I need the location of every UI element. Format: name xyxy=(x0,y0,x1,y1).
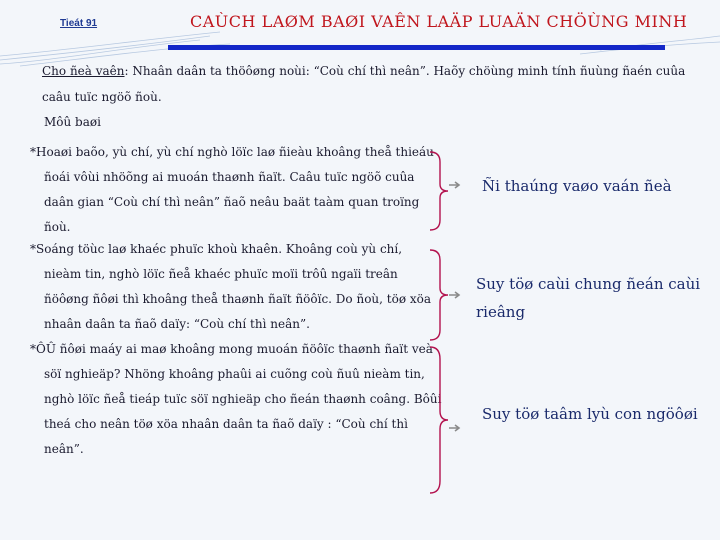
arrow-right-icon xyxy=(449,290,463,300)
opening-paragraph-1: *Hoaøi baõo, yù chí, yù chí nghò löïc laø ñieàu khoâng theå thieáu ñoái vôùi nhöõng ai muoán thaønh ñaït. Caâu tuïc ngöõ cuûa daân gian “Coù chí thì neân” ñaõ neâu baät taàm quan troïng ñoù. xyxy=(30,145,434,234)
opening-paragraph-3: *ÔÛ ñôøi maáy ai maø khoâng mong muoán ñöôïc thaønh ñaït veà söï nghieäp? Nhöng khoâng phaûi ai cuõng coù ñuû nieàm tin, nghò löïc ñeå tieáp tuïc söï nghieäp cho ñeán thaønh coâng. Bôûi theá cho neân töø xöa nhaân daân ta ñaõ daïy : “Coù chí thì neân”. xyxy=(30,342,442,456)
brace-2 xyxy=(428,248,450,342)
arrow-right-icon xyxy=(449,423,463,433)
result-psychology: Suy töø taâm lyù con ngöôøi xyxy=(482,405,698,423)
title-underline-bar xyxy=(168,45,665,50)
page-title: CAÙCH LAØM BAØI VAÊN LAÄP LUAÄN CHÖÙNG MINH xyxy=(190,12,688,31)
intro-body: : Nhaân daân ta thöôøng noùi: “Coù chí thì neân”. Haõy chöùng minh tính ñuùng ñaén cuûa caâu tuïc ngöõ ñoù. xyxy=(42,64,686,104)
intro-text xyxy=(42,58,702,110)
result-direct: Ñi thaúng vaøo vaán ñeà xyxy=(482,177,672,195)
section-label: Môû baøi xyxy=(44,115,101,129)
arrow-right-icon xyxy=(449,180,463,190)
lesson-label: Tieát 91 xyxy=(60,18,98,29)
opening-paragraph-2: *Soáng töùc laø khaéc phuïc khoù khaên. Khoâng coù yù chí, nieàm tin, nghò löïc ñeå khaéc phuïc moïi trôû ngaïi treân ñöôøng ñôøi thì khoâng theå thaønh ñaït ñöôïc. Do ñoù, töø xöa nhaân daân ta ñaõ daïy: “Coù chí thì neân”. xyxy=(30,242,432,331)
brace-1 xyxy=(428,150,450,232)
intro-lead: Cho ñeà vaên xyxy=(42,64,125,78)
brace-3 xyxy=(428,345,450,495)
result-general-to-specific: Suy töø caùi chung ñeán caùi rieâng xyxy=(476,275,701,321)
